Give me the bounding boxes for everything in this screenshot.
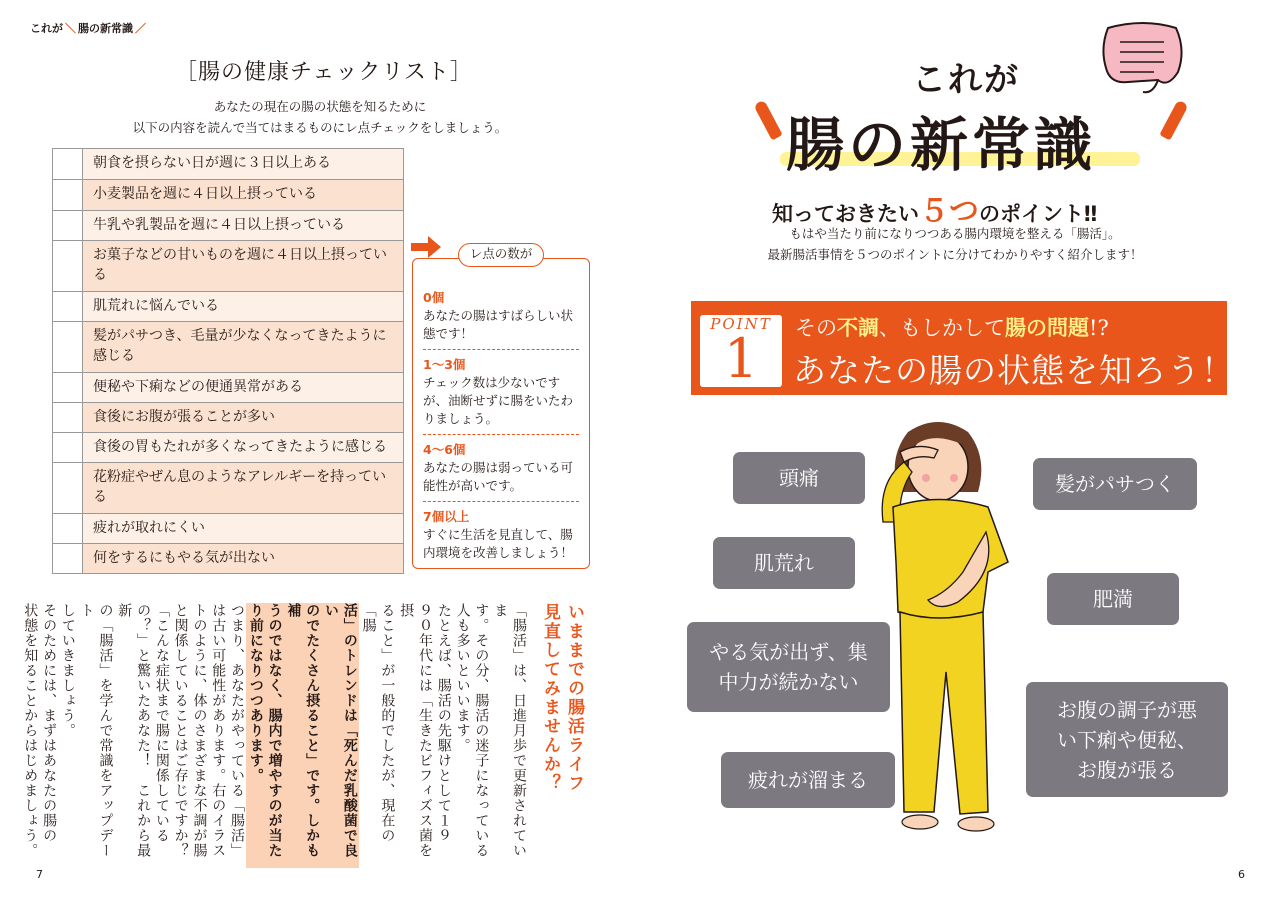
running-header-prefix: これが [30,22,63,35]
article-line: 人も多いといいます。 [454,603,471,753]
point-title: あなたの腸の状態を知ろう！ [793,351,1235,390]
checkbox[interactable] [53,433,83,462]
result-item [423,502,579,568]
hero-title: 腸の新常識 [786,111,1097,179]
exclamation-right-icon [1159,100,1188,141]
checkbox[interactable] [53,463,83,513]
checklist-title: ［腸の健康チェックリスト］ [175,60,473,85]
checkbox[interactable] [53,149,83,179]
article-line: 「こんな症状まで腸に関係している [153,603,170,843]
checklist-row [53,241,404,292]
checkbox[interactable] [53,514,83,543]
result-text: すぐに生活を見直して、腸内環境を改善しましょう！ [423,527,574,560]
article-line: 「腸活」は、日進月歩で更新されていま [492,603,527,858]
checklist-intro [60,96,580,138]
running-header-title: 腸の新常識 [78,22,133,35]
symptom-bubble-headache [733,452,865,504]
hero-intro-line: 最新腸活事情を５つのポイントに分けてわかりやすく紹介します！ [767,247,1143,262]
result-range: 7個以上 [423,509,470,524]
checklist-intro-line: あなたの現在の腸の状態を知るために [213,99,427,114]
checklist-item: お菓子などの甘いものを週に４日以上摂っている [83,241,404,291]
exclamation-left-icon [753,100,782,141]
checklist-item: 食後にお腹が張ることが多い [83,403,404,432]
checklist-item: 便秘や下痢などの便通異常がある [83,373,404,402]
symptom-bubble-skin [713,537,855,589]
checklist-row [53,322,404,373]
checkbox[interactable] [53,292,83,321]
article-headline [538,603,586,868]
point-subtitle [795,312,1109,342]
symptom-label: 肌荒れ [754,551,814,575]
symptom-label: やる気が出ず、集中力が続かない [709,640,868,694]
article-line: そのためには、まずはあなたの腸の [41,603,58,843]
symptom-label: 疲れが溜まる [748,768,868,792]
checkbox[interactable] [53,180,83,210]
checkbox[interactable] [53,322,83,372]
checklist-row [53,149,404,180]
hero-small-title: これが [912,60,1020,100]
intestine-icon [1098,20,1188,95]
result-item [423,435,579,502]
checklist-row [53,373,404,403]
hero-intro [740,223,1170,265]
page-number-left: 7 [36,868,43,881]
results-box [412,258,590,569]
checklist-row [53,292,404,322]
point-subtitle-text: 、もしかして [879,316,1005,340]
article-line: ９０年代には「生きたビフィズス菌を摂 [398,603,434,858]
article-line: の？」と驚いたあなた！ これから最新 [116,603,152,858]
result-range: 1～3個 [423,357,466,372]
checklist-item: 牛乳や乳製品を週に４日以上摂っている [83,211,404,240]
symptom-bubble-hair [1033,458,1197,510]
page-number-right: 6 [1238,868,1245,881]
article-headline-line: いままでの腸活ライフ [564,603,584,793]
result-range: 4～6個 [423,442,466,457]
results-heading: レ点の数が [458,243,544,267]
article-line: していきましょう。 [59,603,76,738]
result-range: 0個 [423,290,445,305]
article-line: の「腸活」を学んで常識をアップデート [78,603,114,858]
checklist-item: 何をするにもやる気が出ない [83,544,404,573]
subhead-text: 知っておきたい [772,202,919,226]
result-item [423,283,579,350]
checklist-row [53,180,404,211]
checklist-row [53,463,404,514]
article-line: つまり、あなたがやっている「腸活」 [229,603,246,858]
checkbox[interactable] [53,373,83,402]
symptom-bubble-fatigue [721,752,895,808]
article-line: と関係していることはご存じですか？ [172,603,189,858]
checklist-row [53,544,404,574]
subhead-text: のポイント‼ [979,202,1098,226]
result-text: チェック数は少ないですが、油断せずに腸をいたわりましょう。 [423,375,574,426]
article-line: は古い可能性があります。右のイラス [210,603,227,858]
point-label: POINT [710,315,772,333]
result-text: あなたの腸は弱っている可能性が高いです。 [423,460,574,493]
point-subtitle-emphasis: 不調 [837,315,879,340]
checkbox[interactable] [53,544,83,573]
symptom-bubble-motivation [687,622,890,712]
point-number: 1 [723,327,759,390]
hero-intro-line: もはや当たり前になりつつある腸内環境を整える「腸活」。 [789,226,1121,241]
result-text: あなたの腸はすばらしい状態です！ [423,308,574,341]
checklist-item: 花粉症やぜん息のようなアレルギーを持っている [83,463,404,513]
checklist-item: 食後の胃もたれが多くなってきたように感じる [83,433,404,462]
running-header [30,20,148,36]
checklist-table [52,148,404,574]
article-line-highlight: り前になりつつあります。 [246,603,265,868]
checklist-item: 疲れが取れにくい [83,514,404,543]
checklist-item: 髪がパサつき、毛量が少なくなってきたように感じる [83,322,404,372]
symptom-label: 肥満 [1093,587,1133,611]
arrow-right-icon [411,236,441,258]
article-line: たとえば、腸活の先駆けとして１９ [435,603,452,843]
point-subtitle-emphasis: 腸の問題 [1005,315,1089,340]
exclamation-icon: ＼ [65,22,76,35]
symptom-label: 髪がパサつく [1055,472,1175,496]
checkbox[interactable] [53,241,83,291]
checklist-intro-line: 以下の内容を読んで当てはまるものにレ点チェックをしましょう。 [132,120,508,135]
article-line: ること」が一般的でしたが、現在の「腸 [360,603,396,843]
checklist-row [53,514,404,544]
symptom-bubble-obesity [1047,573,1179,625]
article-line: 状態を知ることからはじめましょう。 [22,603,39,858]
article-line-highlight: うのではなく、腸内で増やすのが当た [265,603,284,868]
checklist-row [53,211,404,241]
checklist-row [53,403,404,433]
checklist-item: 肌荒れに悩んでいる [83,292,404,321]
checklist-item: 朝食を摂らない日が週に３日以上ある [83,149,404,179]
symptom-bubble-stomach [1026,682,1228,797]
article-line: す。その分、腸活の迷子になっている [473,603,490,858]
symptom-label: お腹の調子が悪い下痢や便秘、お腹が張る [1057,697,1197,782]
article-line-highlight: 活」のトレンドは「死んだ乳酸菌で良い [321,603,359,868]
article-line: トのように、体のさまざまな不調が腸 [191,603,208,858]
point-subtitle-text: !? [1089,316,1109,340]
result-item [423,350,579,435]
checkbox[interactable] [53,211,83,240]
exclamation-icon: ／ [135,22,146,35]
article-body [22,603,528,868]
article-line-highlight: のでたくさん摂ること」です。しかも補 [284,603,322,868]
point-subtitle-text: その [795,316,837,340]
checklist-row [53,433,404,463]
article-headline-line: 見直してみませんか？ [540,603,560,793]
checklist-item: 小麦製品を週に４日以上摂っている [83,180,404,210]
symptom-label: 頭痛 [779,466,819,490]
subhead-number: ５つ [919,194,979,229]
checkbox[interactable] [53,403,83,432]
